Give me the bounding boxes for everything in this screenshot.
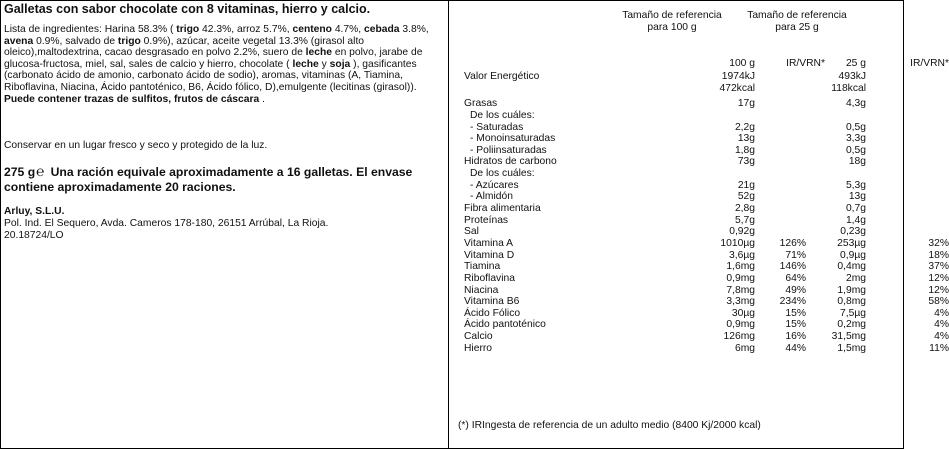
ir-per-100g: 64% [785, 272, 806, 284]
ir-per-25g: 18% [928, 249, 949, 261]
nutrition-row [464, 284, 949, 297]
value-per-100g: 30µg [731, 307, 755, 319]
company-info [4, 206, 328, 241]
allergen-highlight: Puede contener trazas de sulfitos, frutos de cáscara [4, 93, 260, 105]
ir-per-100g: 49% [785, 284, 806, 296]
value-per-100g: 126mg [723, 331, 755, 343]
nutrient-name: Ácido pantoténico [464, 319, 546, 331]
ingredient-text: 0.9%, salvado de [33, 35, 118, 47]
ir-per-100g: 15% [785, 307, 806, 319]
nutrient-name: Vitamina D [464, 249, 515, 261]
nutrient-name: Vitamina A [464, 237, 514, 249]
estimated-sign-icon: ℮ [36, 163, 45, 179]
ingredient-text: Lista de ingredientes: Harina 58.3% ( [4, 24, 177, 35]
header-reference-100g: Tamaño de referencia para 100 g [622, 10, 722, 33]
ir-per-100g: 146% [779, 261, 806, 273]
value-per-100g: 2,8g [734, 203, 755, 215]
nutrition-row [464, 319, 949, 331]
value-per-25g: 3,3g [845, 133, 866, 145]
nutrient-name: Fibra alimentaria [464, 203, 541, 215]
storage-instructions: Conservar en un lugar fresco y seco y protegido de la luz. [4, 140, 268, 151]
allergen-highlight: avena [4, 35, 34, 47]
net-weight: 275 g [4, 165, 36, 179]
value-per-25g: 5,3g [845, 179, 866, 191]
allergen-highlight: leche [305, 47, 332, 59]
ingredient-text: . [259, 93, 265, 105]
value-per-25g: 0,7g [845, 203, 866, 215]
value-per-100g: 6mg [734, 342, 755, 354]
ir-per-25g: 4% [934, 319, 949, 331]
ir-per-100g: 71% [785, 249, 806, 261]
ir-per-25g: 37% [928, 261, 949, 273]
nutrient-name: Riboflavina [464, 272, 515, 284]
nutrition-row [464, 122, 894, 134]
ir-per-100g: 15% [785, 319, 806, 331]
ir-per-25g: 4% [934, 307, 949, 319]
nutrition-row [464, 215, 894, 227]
value-per-25g: 118kcal [831, 82, 866, 94]
value-per-25g: 2mg [845, 272, 866, 284]
value-per-100g: 0,92g [729, 226, 755, 238]
value-per-25g: 253µg [837, 237, 866, 249]
nutrition-row [464, 156, 894, 168]
nutrition-row [464, 98, 894, 110]
value-per-100g: 3,6µg [729, 249, 755, 261]
ir-per-100g: 126% [779, 237, 806, 249]
company-name: Arluy, S.L.U. [4, 206, 65, 217]
ingredient-text: 42.3%, arroz 5.7%, [199, 24, 293, 35]
nutrition-row [464, 296, 949, 308]
ingredient-text: y [318, 58, 330, 70]
value-per-25g: 1,5mg [837, 342, 866, 354]
nutrition-row [464, 307, 949, 320]
ingredient-text: 4.7%, [331, 24, 365, 35]
ir-per-100g: 16% [785, 331, 806, 343]
value-per-25g: 1,9mg [837, 284, 866, 296]
nutrient-name: - Monoinsaturadas [470, 133, 556, 145]
value-per-100g: 13g [737, 133, 755, 145]
allergen-highlight: cebada [364, 24, 400, 35]
nutrient-name: Niacina [464, 284, 499, 296]
value-per-100g: 2,2g [734, 121, 755, 133]
value-per-100g: 1,8g [734, 144, 755, 156]
ir-per-25g: 12% [928, 284, 949, 296]
ingredients-list [4, 24, 442, 105]
value-per-25g: 4,3g [845, 98, 866, 110]
value-per-100g: 1010µg [720, 237, 755, 249]
nutrition-row [464, 168, 894, 180]
value-per-25g: 1,4g [845, 214, 866, 226]
nutrient-name: Calcio [464, 331, 493, 343]
value-per-25g: 0,5g [845, 144, 866, 156]
allergen-highlight: leche [292, 58, 319, 70]
value-per-25g: 0,8mg [837, 296, 866, 308]
value-per-25g: 0,23g [840, 226, 866, 238]
column-divider [448, 0, 449, 449]
value-per-25g: 0,2mg [837, 319, 866, 331]
value-per-100g: 0,9mg [726, 319, 755, 331]
ingredient-text: 0.9%), azúcar, aceite vegetal 13.3% (girasol alto oleico),maltodextrina, cacao desgrasado en polvo 2.2%, suero de [4, 35, 365, 59]
value-per-100g: 73g [737, 156, 755, 168]
allergen-highlight: centeno [292, 24, 332, 35]
nutrient-name: De los cuáles: [470, 168, 535, 180]
value-per-100g: 1,6mg [726, 261, 755, 273]
company-address: Pol. Ind. El Sequero, Avda. Cameros 178-180, 26151 Arrúbal, La Rioja. [4, 217, 329, 229]
nutrition-row [464, 272, 949, 285]
value-per-100g: 3,3mg [726, 296, 755, 308]
ir-per-100g: 44% [785, 342, 806, 354]
col-header-25g: 25 g [845, 58, 866, 69]
nutrient-name: - Saturadas [470, 121, 524, 133]
col-header-100g: 100 g [729, 58, 755, 69]
nutrition-row [464, 342, 949, 355]
ir-per-25g: 58% [928, 296, 949, 308]
serving-info: Una ración equivale aproximadamente a 16 galletas. El envase contiene aproximadamente 20 raciones. [4, 165, 413, 194]
net-weight-block [4, 164, 444, 195]
nutrition-row [464, 237, 949, 250]
ingredient-text: en polvo, jarabe de glucosa-fructosa, miel, sal, sales de calcio y hierro, chocolate ( [4, 47, 423, 70]
allergen-highlight: soja [329, 58, 351, 70]
nutrition-row [464, 110, 894, 122]
nutrient-name: - Azúcares [470, 179, 519, 191]
nutrient-name: De los cuáles: [470, 109, 535, 121]
allergen-highlight: trigo [176, 24, 200, 35]
nutrient-name: Ácido Fólico [464, 307, 521, 319]
nutrient-name: Tiamina [464, 261, 501, 273]
nutrient-name: Sal [464, 226, 479, 238]
nutrition-row [464, 249, 949, 262]
nutrition-row [464, 145, 894, 157]
allergen-highlight: trigo [117, 35, 141, 47]
value-per-100g: 472kcal [719, 82, 755, 94]
nutrition-row [464, 180, 894, 192]
column-headers [464, 58, 949, 70]
value-per-100g: 17g [737, 98, 755, 110]
nutrition-row [464, 83, 894, 95]
value-per-25g: 31,5mg [831, 331, 866, 343]
value-per-100g: 0,9mg [726, 272, 755, 284]
col-header-ir-25: IR/VRN* [910, 58, 949, 69]
ir-per-25g: 12% [928, 272, 949, 284]
col-header-ir-100: IR/VRN* [786, 58, 825, 69]
nutrient-name: - Poliinsaturadas [470, 144, 547, 156]
nutrition-row [464, 191, 894, 203]
value-per-25g: 0,4mg [837, 261, 866, 273]
ingredient-text: 3.8%, [399, 24, 429, 35]
ir-per-100g: 234% [779, 296, 806, 308]
value-per-25g: 0,5g [845, 121, 866, 133]
value-per-100g: 21g [737, 179, 755, 191]
nutrient-name: - Almidón [470, 191, 513, 203]
nutrition-row [464, 203, 894, 215]
nutrition-row [464, 133, 894, 145]
product-title: Galletas con sabor chocolate con 8 vitaminas, hierro y calcio. [4, 2, 371, 16]
value-per-100g: 52g [737, 191, 755, 203]
nutrient-name: Valor Energético [464, 71, 540, 82]
company-registry: 20.18724/LO [4, 229, 64, 241]
value-per-100g: 1974kJ [721, 71, 755, 82]
nutrient-name: Proteínas [464, 214, 509, 226]
nutrient-name: Grasas [464, 98, 498, 110]
nutrient-name: Hidratos de carbono [464, 156, 557, 168]
nutrition-row [464, 331, 949, 343]
nutrition-row [464, 226, 894, 238]
value-per-100g: 5,7g [734, 214, 755, 226]
value-per-25g: 13g [848, 191, 866, 203]
value-per-25g: 18g [848, 156, 866, 168]
nutrition-row [464, 71, 894, 83]
value-per-25g: 493kJ [838, 71, 866, 82]
nutrient-name: Vitamina B6 [464, 296, 520, 308]
nutrient-name: Hierro [464, 342, 493, 354]
nutrition-row [464, 261, 949, 273]
value-per-25g: 0,9µg [840, 249, 866, 261]
ingredient-text: ), gasificantes (carbonato ácido de amonio, carbonato ácido de sodio), aromas, vitaminas (A, Tiamina, Riboflavina, Niacina, Ácido pantoténico, B6, Ácido fólico, D),emulgente (lecitinas (girasol)). [4, 58, 417, 93]
ir-per-25g: 11% [929, 342, 949, 354]
value-per-100g: 7,8mg [726, 284, 755, 296]
nutrition-table [464, 71, 949, 354]
ir-per-25g: 32% [928, 237, 949, 249]
header-reference-25g: Tamaño de referencia para 25 g [747, 10, 847, 33]
value-per-25g: 7,5µg [840, 307, 866, 319]
footnote: (*) IRIngesta de referencia de un adulto medio (8400 Kj/2000 kcal) [458, 420, 761, 431]
ir-per-25g: 4% [934, 331, 949, 343]
